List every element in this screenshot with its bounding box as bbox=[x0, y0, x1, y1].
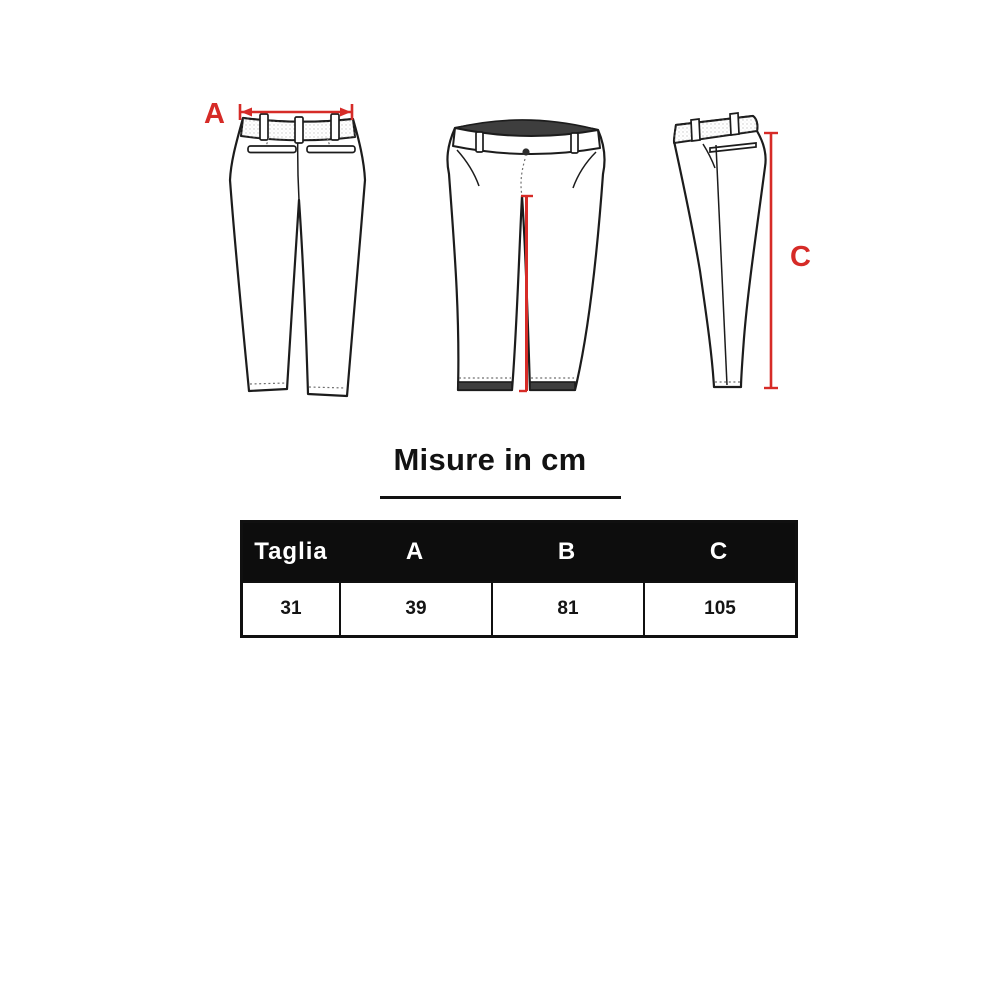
waist-button bbox=[522, 148, 529, 155]
size-table bbox=[240, 520, 798, 638]
table-header-c: C bbox=[643, 523, 795, 581]
belt-loop bbox=[331, 114, 339, 140]
measurement-line-c bbox=[764, 133, 778, 388]
measure-label-a: A bbox=[204, 98, 225, 130]
belt-loop bbox=[691, 119, 700, 141]
welt-pocket bbox=[248, 146, 296, 153]
belt-loop bbox=[476, 132, 483, 152]
table-cell-taglia: 31 bbox=[243, 581, 339, 635]
hem bbox=[458, 382, 512, 390]
page-title: Misure in cm bbox=[393, 442, 587, 477]
table-cell-b: 81 bbox=[491, 581, 643, 635]
measure-label-c: C bbox=[790, 241, 811, 273]
welt-pocket bbox=[307, 146, 355, 153]
title-underline bbox=[380, 496, 621, 499]
pants-back-view-drawing bbox=[213, 88, 377, 410]
belt-loop bbox=[295, 117, 303, 143]
hem bbox=[530, 382, 575, 390]
table-header-taglia: Taglia bbox=[243, 523, 339, 581]
table-cell-a: 39 bbox=[339, 581, 491, 635]
table-header-b: B bbox=[491, 523, 643, 581]
table-header-a: A bbox=[339, 523, 491, 581]
pants-side-view-drawing bbox=[658, 103, 828, 403]
table-cell-c: 105 bbox=[643, 581, 795, 635]
pants-front-view-drawing bbox=[438, 98, 612, 404]
belt-loop bbox=[260, 114, 268, 140]
belt-loop bbox=[730, 113, 739, 135]
pants-side-silhouette bbox=[674, 113, 766, 387]
belt-loop bbox=[571, 133, 578, 153]
pants-back-silhouette bbox=[230, 114, 365, 396]
